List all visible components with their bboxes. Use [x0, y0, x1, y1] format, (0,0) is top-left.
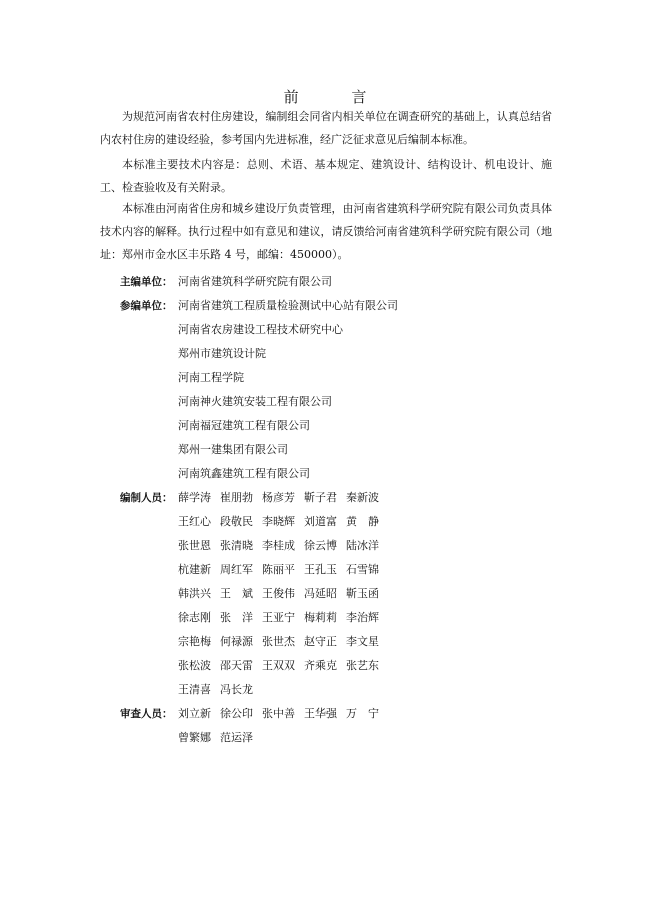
editor-name: 王双双 [262, 659, 295, 672]
reviewer-name: 徐公印 [220, 707, 253, 720]
editor-name: 梅莉莉 [304, 611, 337, 624]
editor-name: 刘道富 [304, 515, 337, 528]
participating-unit: 河南工程学院 [178, 371, 244, 384]
editor-name: 李晓辉 [262, 515, 295, 528]
editor-name: 薛学涛 [178, 491, 211, 504]
page-title: 前 言 [283, 88, 391, 106]
editor-name: 杭建新 [178, 563, 211, 576]
reviewer-name: 刘立新 [178, 707, 211, 720]
foreword-paragraph-2: 本标准主要技术内容是：总则、术语、基本规定、建筑设计、结构设计、机电设计、施工、检查验收及有关附录。 [100, 158, 552, 194]
editor-name: 秦新波 [346, 491, 379, 504]
editor-name: 邵天雷 [220, 659, 253, 672]
editor-name: 杨彦芳 [262, 491, 295, 504]
editor-name: 张清晓 [220, 539, 253, 552]
editor-name: 陆冰洋 [346, 539, 379, 552]
editor-name: 靳子君 [304, 491, 337, 504]
editor-name: 冯延昭 [304, 587, 337, 600]
participating-unit: 河南省建筑工程质量检验测试中心站有限公司 [178, 299, 398, 312]
reviewer-name: 范运泽 [220, 731, 253, 744]
participating-unit-row [120, 296, 398, 316]
editor-name: 靳玉函 [346, 587, 379, 600]
editor-name: 王红心 [178, 515, 211, 528]
foreword-paragraph-1: 为规范河南省农村住房建设，编制组会同省内相关单位在调查研究的基础上，认真总结省内农村住房的建设经验，参考国内先进标准，经广泛征求意见后编制本标准。 [100, 110, 552, 146]
chief-unit-row [120, 272, 332, 292]
editor-name: 李治辉 [346, 611, 379, 624]
editor-name: 段敬民 [220, 515, 253, 528]
reviewer-name: 曾繁娜 [178, 731, 211, 744]
editor-name: 赵守正 [304, 635, 337, 648]
chief-unit-value: 河南省建筑科学研究院有限公司 [178, 275, 332, 288]
editor-name: 张世杰 [262, 635, 295, 648]
participating-unit: 郑州一建集团有限公司 [178, 443, 288, 456]
editor-name: 冯长龙 [220, 683, 253, 696]
editor-name: 李文星 [346, 635, 379, 648]
foreword-paragraph-3: 本标准由河南省住房和城乡建设厅负责管理，由河南省建筑科学研究院有限公司负责具体技术内容的解释。执行过程中如有意见和建议，请反馈给河南省建筑科学研究院有限公司（地址：郑州市金水区丰乐路 4 号，邮编：450000）。 [100, 202, 552, 261]
editor-name: 李桂成 [262, 539, 295, 552]
editors-row [120, 488, 379, 508]
reviewer-name: 王华强 [304, 707, 337, 720]
editor-name: 王 斌 [220, 587, 253, 600]
reviewer-name: 万 宁 [346, 707, 379, 720]
editor-name: 韩洪兴 [178, 587, 211, 600]
editor-name: 陈丽平 [262, 563, 295, 576]
editor-name: 宗艳梅 [178, 635, 211, 648]
editor-name: 崔朋勃 [220, 491, 253, 504]
editor-name: 张世恩 [178, 539, 211, 552]
editor-name: 黄 静 [346, 515, 379, 528]
participating-units-label: 参编单位： [120, 300, 173, 312]
chief-unit-label: 主编单位： [120, 276, 173, 288]
editor-name: 张艺东 [346, 659, 379, 672]
editor-name: 何禄源 [220, 635, 253, 648]
editors-label: 编制人员： [120, 492, 173, 504]
editor-name: 王亚宁 [262, 611, 295, 624]
editor-name: 王孔玉 [304, 563, 337, 576]
editor-name: 王俊伟 [262, 587, 295, 600]
reviewer-name: 张中善 [262, 707, 295, 720]
editor-name: 徐云博 [304, 539, 337, 552]
editor-name: 徐志刚 [178, 611, 211, 624]
participating-unit: 郑州市建筑设计院 [178, 347, 266, 360]
reviewers-row [120, 704, 379, 724]
editor-name: 张松波 [178, 659, 211, 672]
editor-name: 周红军 [220, 563, 253, 576]
editor-name: 王清喜 [178, 683, 211, 696]
editor-name: 石雪锦 [346, 563, 379, 576]
participating-unit: 河南福冠建筑工程有限公司 [178, 419, 310, 432]
editor-name: 张 洋 [220, 611, 253, 624]
editor-name: 齐乘克 [304, 659, 337, 672]
reviewers-label: 审查人员： [120, 708, 173, 720]
participating-unit: 河南省农房建设工程技术研究中心 [178, 323, 343, 336]
participating-unit: 河南筑鑫建筑工程有限公司 [178, 467, 310, 480]
participating-unit: 河南神火建筑安装工程有限公司 [178, 395, 332, 408]
